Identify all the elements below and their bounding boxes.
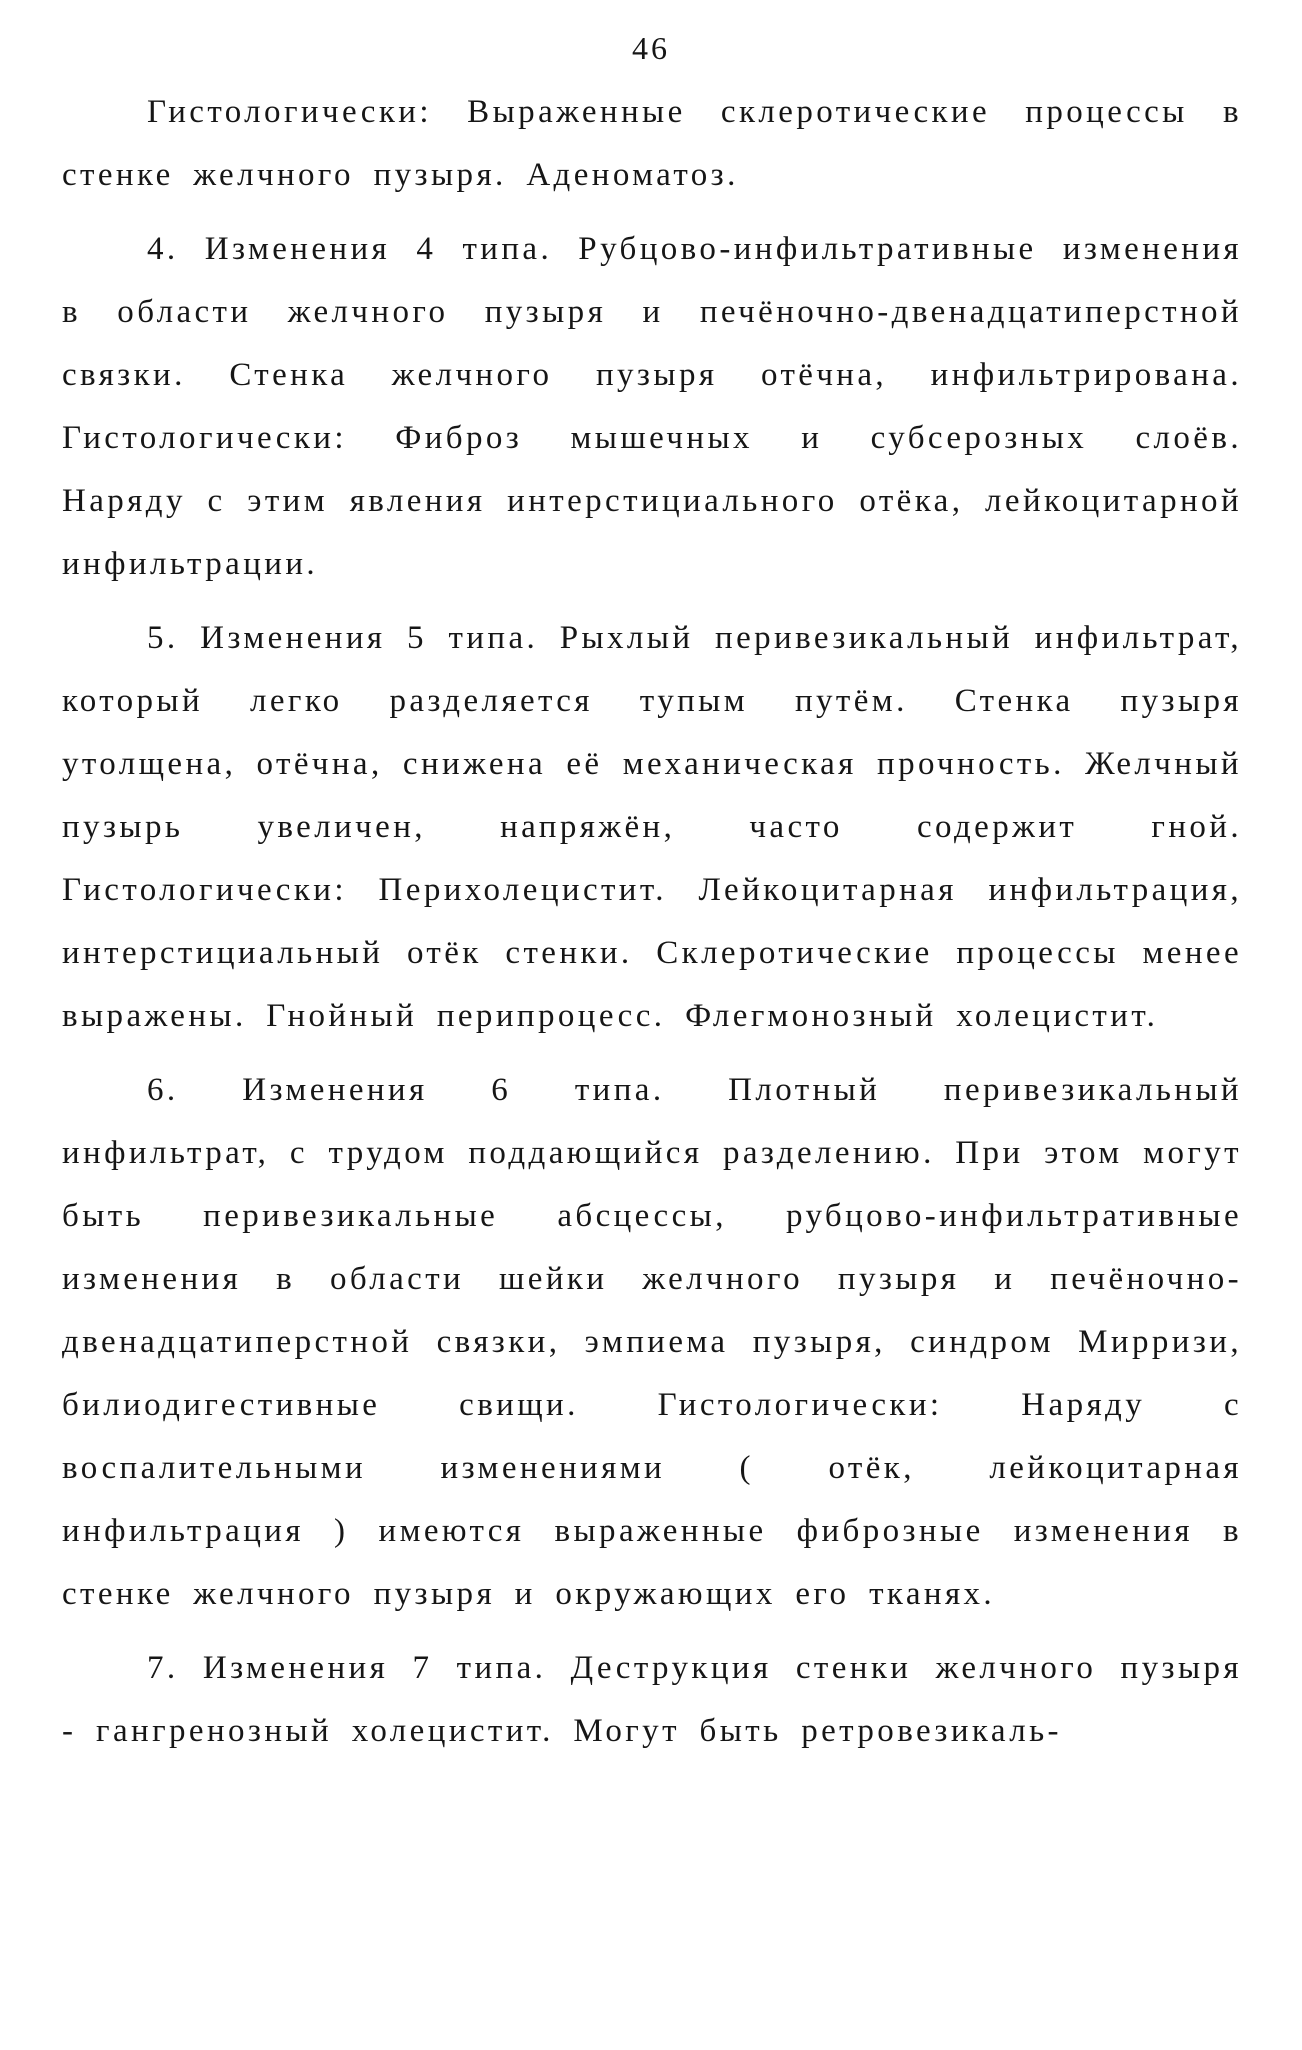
- paragraph-type-6-changes: 6. Изменения 6 типа. Плотный перивезикальный инфильтрат, с трудом поддающийся разделению. При этом могут быть перивезикальные абсцессы, рубцово-инфильтративные изменения в области шейки желчного пузыря и печёночно-двенадцатиперстной связки, эмпиема пузыря, синдром Мирризи, билиодигестивные свищи. Гистологически: Наряду с воспалительными изменениями ( отёк, лейкоцитарная инфильтрация ) имеются выраженные фиброзные изменения в стенке желчного пузыря и окружающих его тканях.: [62, 1072, 1242, 1612]
- page-number: 46: [632, 30, 670, 66]
- paragraph-type-4-changes: 4. Изменения 4 типа. Рубцово-инфильтративные изменения в области желчного пузыря и печёночно-двенадцатиперстной связки. Стенка желчного пузыря отёчна, инфильтрирована. Гистологически: Фиброз мышечных и субсерозных слоёв. Наряду с этим явления интерстициального отёка, лейкоцитарной инфильтрации.: [62, 231, 1242, 582]
- paragraph-type-5-changes: 5. Изменения 5 типа. Рыхлый перивезикальный инфильтрат, который легко разделяется тупым путём. Стенка пузыря утолщена, отёчна, снижена её механическая прочность. Желчный пузырь увеличен, напряжён, часто содержит гной. Гистологически: Перихолецистит. Лейкоцитарная инфильтрация, интерстициальный отёк стенки. Склеротические процессы менее выражены. Гнойный перипроцесс. Флегмонозный холецистит.: [62, 620, 1242, 1034]
- paragraph-type-7-changes: 7. Изменения 7 типа. Деструкция стенки желчного пузыря - гангренозный холецистит. Могут быть ретровезикаль-: [62, 1650, 1242, 1749]
- paragraph-histology-summary: Гистологически: Выраженные склеротические процессы в стенке желчного пузыря. Аденоматоз.: [62, 94, 1242, 193]
- document-body: [62, 81, 1242, 1774]
